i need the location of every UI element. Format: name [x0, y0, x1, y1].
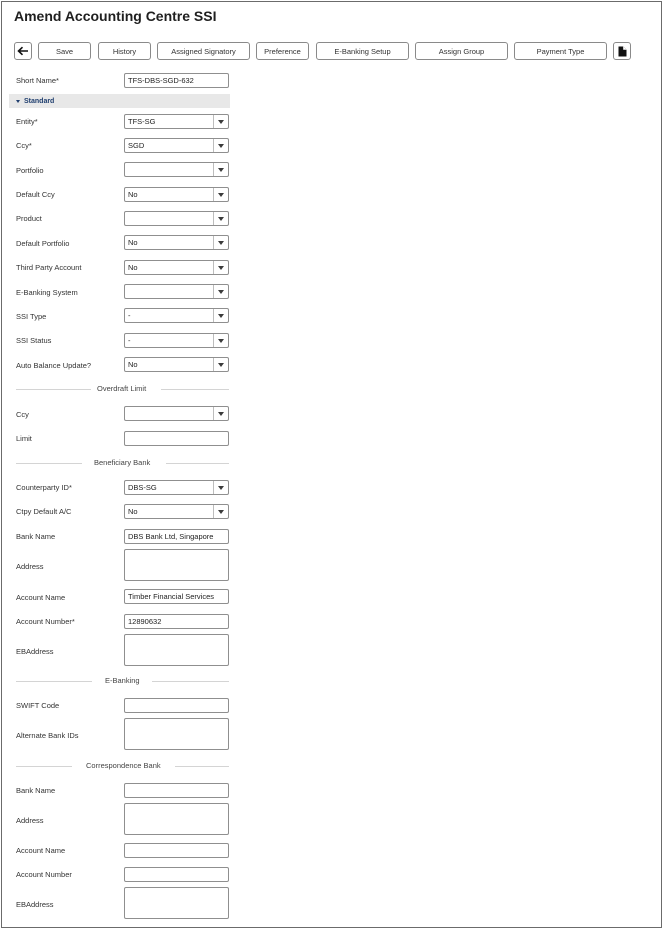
- corr-account-name-label: Account Name: [16, 846, 66, 855]
- ssi-status-label: SSI Status: [16, 336, 52, 345]
- assign-group-button[interactable]: Assign Group: [415, 42, 508, 60]
- eb-address-textarea[interactable]: [124, 634, 229, 666]
- divider-line: [175, 766, 229, 767]
- ssi-status-select[interactable]: [124, 333, 229, 348]
- history-button[interactable]: History: [98, 42, 151, 60]
- chevron-down-icon[interactable]: [213, 139, 228, 152]
- correspondence-bank-heading: Correspondence Bank: [86, 761, 161, 770]
- counterparty-id-label: Counterparty ID*: [16, 483, 72, 492]
- eb-address-label: EBAddress: [16, 647, 54, 656]
- default-ccy-value: No: [128, 190, 138, 199]
- chevron-down-icon[interactable]: [213, 285, 228, 298]
- default-portfolio-label: Default Portfolio: [16, 239, 70, 248]
- chevron-down-icon[interactable]: [213, 505, 228, 518]
- beneficiary-bank-heading: Beneficiary Bank: [94, 458, 151, 467]
- page-title: Amend Accounting Centre SSI: [14, 8, 217, 24]
- ebanking-heading: E-Banking: [105, 676, 140, 685]
- short-name-label: Short Name*: [16, 76, 59, 85]
- divider-line: [166, 463, 229, 464]
- ccy-value: SGD: [128, 141, 145, 150]
- third-party-account-label: Third Party Account: [16, 263, 82, 272]
- ssi-type-label: SSI Type: [16, 312, 47, 321]
- corr-bank-name-label: Bank Name: [16, 786, 56, 795]
- ccy-label: Ccy*: [16, 141, 32, 150]
- divider-line: [152, 681, 229, 682]
- chevron-down-icon[interactable]: [213, 358, 228, 371]
- alternate-bank-ids-textarea[interactable]: [124, 718, 229, 750]
- chevron-down-icon[interactable]: [213, 115, 228, 128]
- save-button[interactable]: Save: [38, 42, 91, 60]
- third-party-account-select[interactable]: [124, 260, 229, 275]
- chevron-down-icon[interactable]: [213, 334, 228, 347]
- third-party-account-value: No: [128, 263, 138, 272]
- document-button[interactable]: [613, 42, 631, 60]
- chevron-down-icon[interactable]: [213, 309, 228, 322]
- chevron-down-icon[interactable]: [213, 188, 228, 201]
- standard-section-label: Standard: [24, 97, 55, 105]
- limit-label: Limit: [16, 434, 32, 443]
- overdraft-limit-heading: Overdraft Limit: [97, 384, 147, 393]
- address-textarea[interactable]: [124, 549, 229, 581]
- portfolio-label: Portfolio: [16, 166, 44, 175]
- ctpy-default-ac-value: No: [128, 507, 138, 516]
- counterparty-id-select[interactable]: [124, 480, 229, 495]
- corr-bank-name-input[interactable]: [124, 783, 229, 798]
- overdraft-ccy-select[interactable]: [124, 406, 229, 421]
- counterparty-id-value: DBS-SG: [128, 483, 157, 492]
- chevron-down-icon[interactable]: [213, 212, 228, 225]
- ebanking-setup-button[interactable]: E-Banking Setup: [316, 42, 409, 60]
- standard-section-toggle[interactable]: [9, 94, 230, 108]
- entity-value: TFS-SG: [128, 117, 156, 126]
- product-select[interactable]: [124, 211, 229, 226]
- assigned-signatory-button[interactable]: Assigned Signatory: [157, 42, 250, 60]
- chevron-down-icon[interactable]: [213, 407, 228, 420]
- corr-address-textarea[interactable]: [124, 803, 229, 835]
- short-name-input[interactable]: TFS-DBS-SGD-632: [124, 73, 229, 88]
- ctpy-default-ac-label: Ctpy Default A/C: [16, 507, 72, 516]
- auto-balance-update-label: Auto Balance Update?: [16, 361, 92, 370]
- ebanking-system-select[interactable]: [124, 284, 229, 299]
- corr-account-name-input[interactable]: [124, 843, 229, 858]
- address-label: Address: [16, 562, 44, 571]
- portfolio-select[interactable]: [124, 162, 229, 177]
- entity-select[interactable]: [124, 114, 229, 129]
- auto-balance-update-value: No: [128, 360, 138, 369]
- default-portfolio-select[interactable]: [124, 235, 229, 250]
- account-name-input[interactable]: Timber Financial Services: [124, 589, 229, 604]
- ssi-type-select[interactable]: [124, 308, 229, 323]
- back-button[interactable]: [14, 42, 32, 60]
- ctpy-default-ac-select[interactable]: [124, 504, 229, 519]
- bank-name-input[interactable]: DBS Bank Ltd, Singapore: [124, 529, 229, 544]
- default-ccy-select[interactable]: [124, 187, 229, 202]
- limit-input[interactable]: [124, 431, 229, 446]
- corr-address-label: Address: [16, 816, 44, 825]
- chevron-down-icon[interactable]: [213, 261, 228, 274]
- default-portfolio-value: No: [128, 238, 138, 247]
- ebanking-system-label: E-Banking System: [16, 288, 78, 297]
- entity-label: Entity*: [16, 117, 38, 126]
- chevron-down-icon[interactable]: [213, 236, 228, 249]
- divider-line: [16, 463, 82, 464]
- corr-eb-address-label: EBAddress: [16, 900, 54, 909]
- divider-line: [16, 389, 91, 390]
- corr-account-number-input[interactable]: [124, 867, 229, 882]
- divider-line: [16, 681, 92, 682]
- account-number-input[interactable]: 12890632: [124, 614, 229, 629]
- arrow-left-icon: [17, 46, 29, 56]
- correspondence-bank-divider: [16, 761, 229, 771]
- overdraft-ccy-label: Ccy: [16, 410, 29, 419]
- payment-type-button[interactable]: Payment Type: [514, 42, 607, 60]
- chevron-down-icon[interactable]: [213, 481, 228, 494]
- preference-button[interactable]: Preference: [256, 42, 309, 60]
- ebanking-divider: [16, 676, 229, 686]
- swift-code-input[interactable]: [124, 698, 229, 713]
- ccy-select[interactable]: [124, 138, 229, 153]
- alternate-bank-ids-label: Alternate Bank IDs: [16, 731, 79, 740]
- collapse-icon: [16, 100, 20, 103]
- divider-line: [16, 766, 72, 767]
- corr-eb-address-textarea[interactable]: [124, 887, 229, 919]
- default-ccy-label: Default Ccy: [16, 190, 55, 199]
- account-number-label: Account Number*: [16, 617, 75, 626]
- divider-line: [161, 389, 229, 390]
- bank-name-label: Bank Name: [16, 532, 56, 541]
- ssi-type-value: -: [128, 311, 131, 320]
- ssi-status-value: -: [128, 336, 131, 345]
- swift-code-label: SWIFT Code: [16, 701, 60, 710]
- chevron-down-icon[interactable]: [213, 163, 228, 176]
- overdraft-limit-divider: [16, 384, 229, 394]
- account-name-label: Account Name: [16, 593, 66, 602]
- corr-account-number-label: Account Number: [16, 870, 72, 879]
- document-icon: [618, 46, 627, 57]
- auto-balance-update-select[interactable]: [124, 357, 229, 372]
- product-label: Product: [16, 214, 42, 223]
- beneficiary-bank-divider: [16, 458, 229, 468]
